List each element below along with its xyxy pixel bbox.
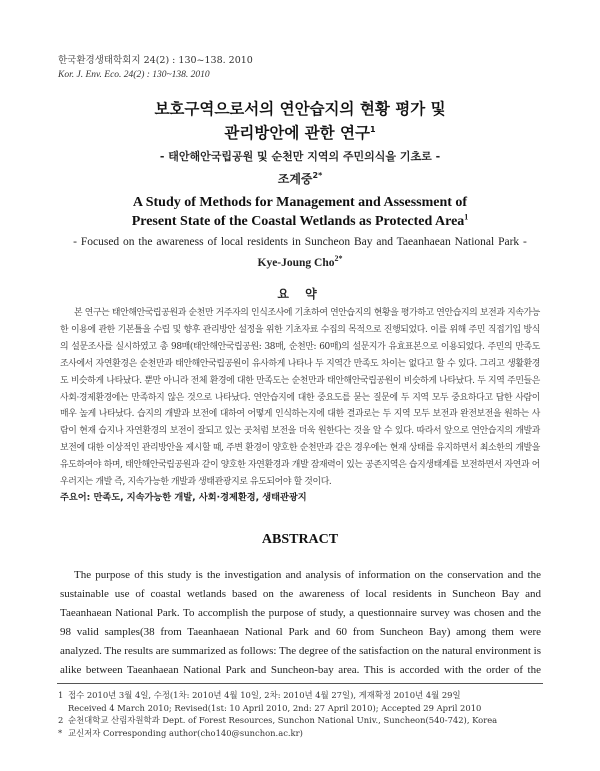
author-en-footnote-mark: 2* [334, 254, 343, 264]
title-en-footnote-mark: 1 [464, 212, 469, 222]
abstract-ko-body: 본 연구는 태안해안국립공원과 순천만 거주자의 인식조사에 기초하여 연안습지의 현황을 평가하고 연안습지의 보전과 지속가능한 이용에 관한 기본틀을 수립 및 향후 관리방안 설정을 위한 기초자료 수집의 목적으로 진행되었다. 이를 위해 주민 직접기입 방식의 설문조사를 실시하였고 총 98매(태안해안국립공원: 38매, 순천만: 60매)의 설문지가 유효표본으로 이용되었다. 주민의 만족도 조사에서 자연환경은 순천만과 태안해안국립공원이 유사하게 나타나 두 지역간 만족도 차이는 없다고 할 수 있다. 그리고 생활환경도 비슷하게 나타났다. 뿐만 아니라 전체 환경에 대한 만족도는 순천만과 태안해안국립공원이 비슷하게 나타났다. 두 지역 주민들은 사회·경제환경에는 만족하지 않은 것으로 나타났다. 연안습지에 대한 중요도를 묻는 질문에 두 지역 모두 중요하다고 답한 사람이 매우 높게 나타났다. 습지의 개발과 보전에 대하여 어떻게 인식하는지에 대한 결과로는 두 지역 모두 보전과 완전보전을 원하는 사람이 현재 습지나 자연환경의 보전이 잘되고 있는 곳처럼 보전을 더욱 원한다는 것을 알 수 있다. 따라서 앞으로 연안습지의 개발과 보전에 대한 이상적인 관리방안을 제시할 때, 주변 환경이 양호한 순천만과 같은 경우에는 현재 상태를 유지하면서 최소한의 개발을 유도하여야 하며, 태안해안국립공원과 같이 양호한 자연환경과 개발 잠재력이 있는 공존지역은 습지생태계를 보전하면서 자연과 어우러지는 개발 즉, 지속가능한 개발과 생태관광지로 유도되어야 할 것이다. [60, 308, 540, 488]
title-ko-footnote-mark: 1 [369, 124, 376, 134]
footnotes [58, 689, 548, 739]
footnote-1-mark: 1 [58, 690, 64, 700]
title-en-line1: A Study of Methods for Management and Assessment of [132, 195, 468, 210]
footnote-1-en [58, 702, 548, 715]
footnote-1-text-en: Received 4 March 2010; Revised(1st: 10 April 2010, 2nd: 27 April 2010); Accepted 29 April 2010 [68, 702, 482, 713]
footnote-3 [58, 727, 548, 740]
author-en: Kye-Joung Cho$^{2*}$ [257, 254, 343, 269]
subtitle-ko: - 태안해안국립공원 및 순천만 지역의 주민의식을 기초로 - [159, 150, 441, 163]
title-ko-line2: 관리방안에 관한 연구$^1$ [224, 124, 376, 142]
footnote-3-mark: * [58, 727, 63, 738]
abstract-ko-heading: 요 약 [277, 287, 323, 301]
title-en-line2: Present State of the Coastal Wetlands as Protected Area$^1$ [131, 212, 469, 229]
author-ko: 조계중$^{2*}$ [277, 171, 323, 186]
footnote-2-mark: 2 [58, 715, 64, 725]
footnote-3-text: 교신저자 Corresponding author(cho140@sunchon.ac.kr) [68, 727, 303, 738]
footnote-2 [58, 714, 548, 727]
subtitle-en: - Focused on the awareness of local residents in Suncheon Bay and Taeanhaean National Park - [73, 236, 527, 248]
footnote-divider [57, 683, 543, 684]
keywords: 주요어: 만족도, 지속가능한 개발, 사회·경제환경, 생태관광지 [60, 492, 307, 503]
footnote-1-text-ko: 접수 2010년 3월 4일, 수정(1차: 2010년 4월 10일, 2차: 2010년 4월 27일), 게재확정 2010년 4월 29일 [68, 690, 461, 700]
author-ko-footnote-mark: 2* [312, 171, 323, 180]
footnote-1 [58, 689, 548, 702]
title-ko-line1: 보호구역으로서의 연안습지의 현황 평가 및 [154, 100, 446, 118]
journal-citation [58, 54, 253, 82]
footnote-2-text: 순천대학교 산림자원학과 Dept. of Forest Resources, Sunchon National Univ., Suncheon(540-742), Korea [68, 715, 498, 725]
journal-citation-en: Kor. J. Env. Eco. 24(2) : 130~138. 2010 [58, 70, 210, 80]
journal-citation-ko: 한국환경생태학회지 24(2) : 130~138. 2010 [58, 55, 253, 66]
abstract-en-heading: ABSTRACT [261, 532, 339, 547]
abstract-en-body: The purpose of this study is the investigation and analysis of information on the conservation and the sustainable use of coastal wetlands based on the awareness of local residents in Suncheon Bay and Taeanhaean National Park. To accomplish the purpose of study, a questionnaire survey was chosen and the 98 valid samples(38 from Taeanhaean National Park and 60 from Suncheon Bay) among them were analyzed. The results are summarized as follows: The degree of the satisfaction on the natural environment is alike between Taeanhaean National Park and Suncheon-bay area. This is accorded with the order of the [60, 569, 541, 676]
